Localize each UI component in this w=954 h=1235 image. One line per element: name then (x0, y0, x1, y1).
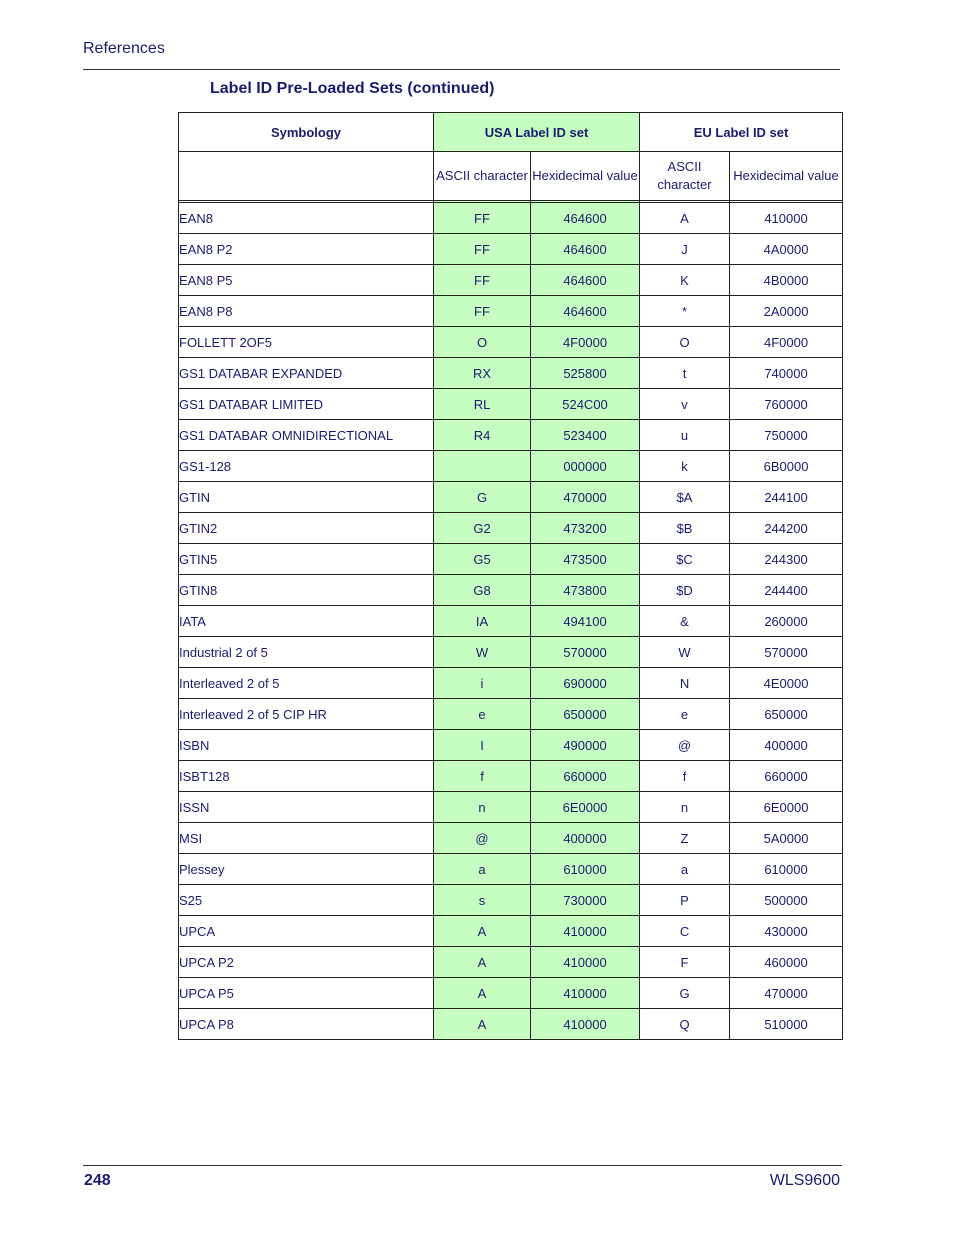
table-row (179, 327, 843, 358)
product-name: WLS9600 (769, 1172, 840, 1189)
eu-ascii-cell: $C (640, 544, 730, 575)
symbology-cell: GTIN2 (179, 513, 434, 544)
symbology-cell: GS1 DATABAR EXPANDED (179, 358, 434, 389)
eu-ascii-cell: F (640, 947, 730, 978)
usa-ascii-cell: f (434, 761, 531, 792)
usa-ascii-cell: FF (434, 203, 531, 234)
eu-ascii-cell: $D (640, 575, 730, 606)
usa-hex-cell: 464600 (531, 265, 640, 296)
symbology-cell: EAN8 P8 (179, 296, 434, 327)
label-id-table (178, 112, 843, 1040)
table-header-row (179, 113, 843, 152)
usa-ascii-cell: R4 (434, 420, 531, 451)
eu-ascii-cell: Z (640, 823, 730, 854)
table-row (179, 544, 843, 575)
usa-ascii-cell: FF (434, 296, 531, 327)
usa-ascii-cell: e (434, 699, 531, 730)
symbology-cell: Interleaved 2 of 5 (179, 668, 434, 699)
usa-hex-cell: 610000 (531, 854, 640, 885)
usa-ascii-cell: @ (434, 823, 531, 854)
usa-hex-subheader: Hexidecimal value (531, 152, 640, 201)
usa-ascii-cell: A (434, 1009, 531, 1040)
eu-hex-cell: 244300 (730, 544, 843, 575)
eu-hex-cell: 510000 (730, 1009, 843, 1040)
eu-set-header: EU Label ID set (640, 113, 843, 152)
table-row (179, 358, 843, 389)
header-rule (83, 69, 840, 70)
eu-ascii-cell: N (640, 668, 730, 699)
usa-hex-cell: 410000 (531, 978, 640, 1009)
symbology-cell: UPCA P2 (179, 947, 434, 978)
table-row (179, 482, 843, 513)
usa-hex-cell: 464600 (531, 234, 640, 265)
table-row (179, 575, 843, 606)
table-row (179, 761, 843, 792)
eu-hex-cell: 4B0000 (730, 265, 843, 296)
eu-hex-cell: 5A0000 (730, 823, 843, 854)
table-row (179, 420, 843, 451)
usa-ascii-cell: W (434, 637, 531, 668)
symbology-cell: Industrial 2 of 5 (179, 637, 434, 668)
usa-hex-cell: 490000 (531, 730, 640, 761)
usa-ascii-cell: a (434, 854, 531, 885)
usa-ascii-cell (434, 451, 531, 482)
table-row (179, 265, 843, 296)
eu-ascii-cell: f (640, 761, 730, 792)
page-number: 248 (84, 1172, 111, 1189)
symbology-cell: EAN8 (179, 203, 434, 234)
symbology-cell: EAN8 P5 (179, 265, 434, 296)
symbology-cell: MSI (179, 823, 434, 854)
eu-hex-cell: 740000 (730, 358, 843, 389)
eu-hex-cell: 430000 (730, 916, 843, 947)
eu-ascii-cell: G (640, 978, 730, 1009)
table-row (179, 730, 843, 761)
eu-ascii-cell: t (640, 358, 730, 389)
eu-ascii-cell: J (640, 234, 730, 265)
eu-hex-cell: 400000 (730, 730, 843, 761)
symbology-cell: UPCA (179, 916, 434, 947)
eu-hex-cell: 2A0000 (730, 296, 843, 327)
symbology-cell: GTIN8 (179, 575, 434, 606)
eu-hex-cell: 470000 (730, 978, 843, 1009)
usa-hex-cell: 570000 (531, 637, 640, 668)
symbology-cell: UPCA P5 (179, 978, 434, 1009)
eu-hex-cell: 650000 (730, 699, 843, 730)
usa-hex-cell: 464600 (531, 296, 640, 327)
usa-ascii-cell: RL (434, 389, 531, 420)
table-title: Label ID Pre-Loaded Sets (continued) (210, 80, 495, 97)
eu-ascii-cell: P (640, 885, 730, 916)
table-row (179, 668, 843, 699)
symbology-cell: GS1 DATABAR OMNIDIRECTIONAL (179, 420, 434, 451)
eu-hex-cell: 750000 (730, 420, 843, 451)
symbology-header: Symbology (179, 113, 434, 152)
usa-ascii-cell: A (434, 947, 531, 978)
usa-hex-cell: 470000 (531, 482, 640, 513)
usa-set-header: USA Label ID set (434, 113, 640, 152)
usa-ascii-subheader: ASCII character (434, 152, 531, 201)
eu-hex-cell: 6E0000 (730, 792, 843, 823)
table-row (179, 885, 843, 916)
eu-ascii-cell: e (640, 699, 730, 730)
symbology-cell: Plessey (179, 854, 434, 885)
table-subheader-row (179, 152, 843, 201)
eu-hex-cell: 660000 (730, 761, 843, 792)
symbology-cell: ISSN (179, 792, 434, 823)
eu-hex-cell: 410000 (730, 203, 843, 234)
usa-hex-cell: 000000 (531, 451, 640, 482)
usa-hex-cell: 473200 (531, 513, 640, 544)
usa-ascii-cell: RX (434, 358, 531, 389)
usa-hex-cell: 473800 (531, 575, 640, 606)
table-row (179, 637, 843, 668)
eu-hex-cell: 6B0000 (730, 451, 843, 482)
eu-ascii-cell: u (640, 420, 730, 451)
usa-ascii-cell: G5 (434, 544, 531, 575)
eu-ascii-cell: A (640, 203, 730, 234)
usa-hex-cell: 494100 (531, 606, 640, 637)
eu-ascii-cell: K (640, 265, 730, 296)
table-row (179, 203, 843, 234)
symbology-cell: IATA (179, 606, 434, 637)
symbology-cell: GS1-128 (179, 451, 434, 482)
table-row (179, 978, 843, 1009)
table-row (179, 606, 843, 637)
usa-hex-cell: 410000 (531, 1009, 640, 1040)
usa-hex-cell: 524C00 (531, 389, 640, 420)
usa-ascii-cell: FF (434, 265, 531, 296)
subheader-blank (179, 152, 434, 201)
usa-ascii-cell: G (434, 482, 531, 513)
symbology-cell: GS1 DATABAR LIMITED (179, 389, 434, 420)
usa-ascii-cell: FF (434, 234, 531, 265)
usa-ascii-cell: IA (434, 606, 531, 637)
footer-rule (83, 1165, 842, 1166)
eu-ascii-cell: n (640, 792, 730, 823)
eu-hex-subheader: Hexidecimal value (730, 152, 843, 201)
table-row (179, 1009, 843, 1040)
eu-hex-cell: 760000 (730, 389, 843, 420)
usa-hex-cell: 6E0000 (531, 792, 640, 823)
usa-hex-cell: 464600 (531, 203, 640, 234)
eu-ascii-cell: C (640, 916, 730, 947)
table-row (179, 234, 843, 265)
eu-ascii-cell: & (640, 606, 730, 637)
eu-ascii-cell: @ (640, 730, 730, 761)
eu-hex-cell: 4A0000 (730, 234, 843, 265)
usa-hex-cell: 660000 (531, 761, 640, 792)
eu-ascii-cell: v (640, 389, 730, 420)
eu-hex-cell: 4E0000 (730, 668, 843, 699)
table-row (179, 854, 843, 885)
usa-ascii-cell: n (434, 792, 531, 823)
usa-ascii-cell: O (434, 327, 531, 358)
eu-ascii-subheader: ASCII character (640, 152, 730, 201)
usa-ascii-cell: i (434, 668, 531, 699)
eu-ascii-cell: $A (640, 482, 730, 513)
eu-ascii-cell: k (640, 451, 730, 482)
usa-hex-cell: 730000 (531, 885, 640, 916)
symbology-cell: GTIN5 (179, 544, 434, 575)
usa-ascii-cell: G8 (434, 575, 531, 606)
table-row (179, 296, 843, 327)
eu-ascii-cell: W (640, 637, 730, 668)
running-header: References (83, 40, 165, 57)
usa-hex-cell: 650000 (531, 699, 640, 730)
eu-hex-cell: 500000 (730, 885, 843, 916)
eu-ascii-cell: $B (640, 513, 730, 544)
table-row (179, 947, 843, 978)
symbology-cell: UPCA P8 (179, 1009, 434, 1040)
usa-hex-cell: 690000 (531, 668, 640, 699)
symbology-cell: GTIN (179, 482, 434, 513)
usa-hex-cell: 4F0000 (531, 327, 640, 358)
table-row (179, 699, 843, 730)
eu-ascii-cell: O (640, 327, 730, 358)
usa-ascii-cell: A (434, 978, 531, 1009)
table-row (179, 916, 843, 947)
eu-hex-cell: 4F0000 (730, 327, 843, 358)
table-body (179, 203, 843, 1040)
eu-ascii-cell: a (640, 854, 730, 885)
table-row (179, 792, 843, 823)
eu-ascii-cell: * (640, 296, 730, 327)
eu-hex-cell: 570000 (730, 637, 843, 668)
eu-hex-cell: 244100 (730, 482, 843, 513)
symbology-cell: ISBN (179, 730, 434, 761)
eu-hex-cell: 460000 (730, 947, 843, 978)
symbology-cell: EAN8 P2 (179, 234, 434, 265)
table-row (179, 823, 843, 854)
table-row (179, 513, 843, 544)
usa-ascii-cell: s (434, 885, 531, 916)
usa-ascii-cell: G2 (434, 513, 531, 544)
symbology-cell: Interleaved 2 of 5 CIP HR (179, 699, 434, 730)
usa-hex-cell: 523400 (531, 420, 640, 451)
table-row (179, 389, 843, 420)
symbology-cell: ISBT128 (179, 761, 434, 792)
symbology-cell: S25 (179, 885, 434, 916)
eu-hex-cell: 610000 (730, 854, 843, 885)
eu-hex-cell: 244400 (730, 575, 843, 606)
usa-ascii-cell: I (434, 730, 531, 761)
usa-hex-cell: 525800 (531, 358, 640, 389)
usa-hex-cell: 410000 (531, 947, 640, 978)
usa-ascii-cell: A (434, 916, 531, 947)
symbology-cell: FOLLETT 2OF5 (179, 327, 434, 358)
table-row (179, 451, 843, 482)
eu-ascii-cell: Q (640, 1009, 730, 1040)
eu-hex-cell: 260000 (730, 606, 843, 637)
eu-hex-cell: 244200 (730, 513, 843, 544)
usa-hex-cell: 410000 (531, 916, 640, 947)
usa-hex-cell: 473500 (531, 544, 640, 575)
usa-hex-cell: 400000 (531, 823, 640, 854)
